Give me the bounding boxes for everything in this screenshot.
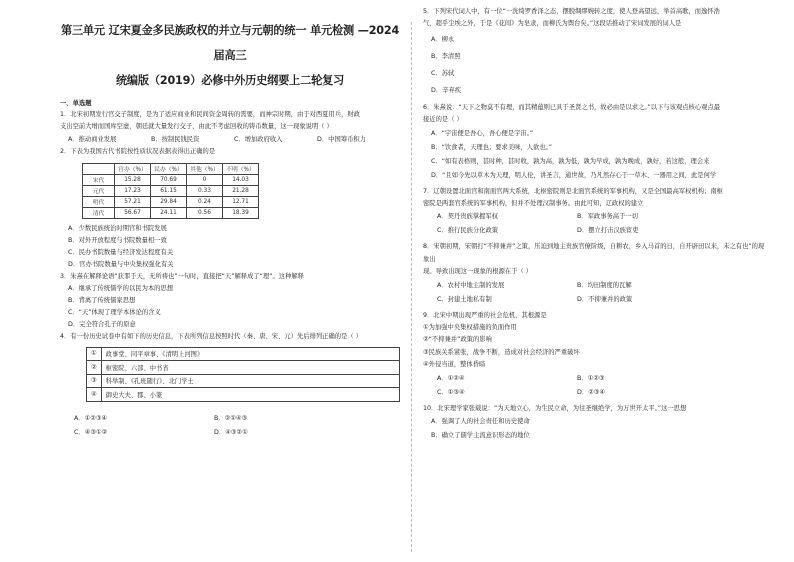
question-6-stem-line-2: 接近的是（ ） bbox=[423, 116, 463, 124]
question-5-option-d: D．辛弃疾 bbox=[431, 86, 462, 94]
table-cell: 29.84 bbox=[151, 196, 187, 207]
section-heading: 一、单选题 bbox=[60, 100, 92, 107]
question-2-option-a: A．少数民族统治时期官和书院发展 bbox=[68, 224, 167, 232]
question-9 bbox=[423, 310, 768, 400]
question-8-stem-line-2: 现。导致出现这一现象的根源在于（ ） bbox=[423, 268, 533, 276]
question-4-stem: 4．有一份历史试卷中有如下的历史信息，下表所列信息按照时代（秦、唐、宋、元）先后排列正确的是（ ） bbox=[60, 333, 362, 341]
table-row bbox=[83, 196, 259, 207]
table-row bbox=[83, 174, 259, 185]
table-cell: 0.33 bbox=[187, 185, 223, 196]
table-cell: ② bbox=[87, 361, 102, 375]
table-cell: 70.69 bbox=[151, 174, 187, 185]
table-cell: 宋代 bbox=[83, 174, 115, 185]
table-header-cell: 其他（%） bbox=[187, 163, 223, 174]
question-9-item-4: ④外侵当道，整体昏暗 bbox=[423, 361, 486, 369]
table-cell: 政事堂、同平章事、《清明上河图》 bbox=[101, 347, 399, 361]
question-3 bbox=[60, 271, 400, 331]
question-1-stem-line-2: 支出空前大增而国库空虚，朝廷就大量发行交子，由此不考虑回收的铸币数量，这一现象说明（ ） bbox=[60, 123, 333, 131]
question-8 bbox=[423, 241, 768, 306]
question-4-info-table bbox=[86, 347, 400, 402]
question-1-option-a: A．推动商业发展 bbox=[68, 135, 117, 143]
question-4-option-c: C．④③①② bbox=[74, 428, 108, 436]
question-7-option-a: A．契丹贵族掌握军权 bbox=[437, 213, 498, 221]
table-cell: 57.21 bbox=[115, 196, 151, 207]
question-10-option-a: A．强调了人的社会责任和历史使命 bbox=[431, 418, 530, 426]
question-7 bbox=[423, 186, 768, 239]
question-2-stem: 2．下表为我国古代书院按性质状况表据表得出正确的是 bbox=[60, 148, 216, 156]
question-9-option-c: C．①③④ bbox=[437, 388, 465, 396]
question-4-option-b: B．②①④③ bbox=[214, 414, 248, 422]
question-5-stem-line-1: 5．下列宋代词人中，有一位“一洗绮罗香泽之态，摆脱绸缪婉转之度，使人登高望远，举首高歌，而逸怀浩 bbox=[423, 8, 720, 15]
table-cell: 清代 bbox=[83, 207, 115, 218]
question-10-stem: 10．北宋理学家张载说：“为天地立心，为生民立命，为往圣继绝学，为万世开太平。”这一思想 bbox=[423, 404, 687, 412]
question-2 bbox=[60, 146, 400, 270]
question-10-option-b: B．确立了儒学主流意识形态的地位 bbox=[431, 432, 530, 440]
question-1-option-b: B．按制民钱民资 bbox=[151, 135, 200, 143]
table-cell: 枢密院、六部、中书省 bbox=[101, 361, 399, 375]
table-cell: 14.03 bbox=[223, 174, 259, 185]
question-9-option-b: B．①②③ bbox=[577, 374, 605, 382]
question-7-stem-line-1: 7．辽朝设置北面官和南面官两大系统，北枢密院则是北面官系统的军事机构，又是全国最高军权机构；南枢 bbox=[423, 187, 723, 195]
table-row bbox=[87, 388, 400, 402]
question-4-options-row-1 bbox=[60, 412, 400, 426]
question-3-option-d: D．完全符合孔子的原意 bbox=[68, 321, 136, 329]
question-8-stem-line-1: 8．宋朝初期，宋朝打“不抑兼并”之策，压迫到地主贵族官僚阶级，自耕农，乡入马首的日，自开辟田以来，未之有也”的现象出 bbox=[423, 243, 765, 263]
question-1-option-d: D．中国筹币积力 bbox=[317, 135, 366, 143]
question-1-stem-line-1: 1．北宋初期发行官交子制度，是为了适应商业和民间资金周转的需要，而神宗时期，由于对西夏用兵，财政 bbox=[60, 111, 360, 118]
question-3-option-a: A．继承了传统儒学的以民为本的思想 bbox=[68, 285, 174, 293]
question-2-option-c: C．民办书院数量与经济发达程度有关 bbox=[68, 248, 174, 256]
question-1 bbox=[60, 109, 400, 146]
question-7-options-row-1 bbox=[423, 210, 768, 224]
question-9-item-3: ③民族关系紧张，战争不断，造成对社会经济的严重破坏 bbox=[423, 348, 580, 356]
table-cell: 御史大夫、郡、小篆 bbox=[101, 388, 399, 402]
question-5-stem-line-2: 气，超乎尘埃之外，于是《花间》为皂隶，而柳氏为舆台矣。”这段话推动了宋词发展的词人是 bbox=[423, 20, 682, 28]
table-cell: 科举制、《孔班随行》、北门学士 bbox=[101, 374, 399, 388]
question-7-stem-line-2: 密院是两套官系统的军事机构，但并不处理汉制事务。由此可知，辽政权的建立 bbox=[423, 200, 644, 208]
title-line-1: 第三单元 辽宋夏金多民族政权的并立与元朝的统一 单元检测 —2024届高三 bbox=[60, 24, 400, 62]
table-cell: 18.39 bbox=[223, 207, 259, 218]
table-row bbox=[83, 207, 259, 218]
question-6-option-c: C．“如有表格则，甚时种，甚时收，孰为高，孰为低，孰为早成，孰为晚成，孰好，若这般，理会来 bbox=[431, 157, 710, 165]
question-3-option-c: C．“天”体现了理学本体论的含义 bbox=[68, 309, 161, 317]
table-cell: 明代 bbox=[83, 196, 115, 207]
question-6-option-d: D．“且如今先以草木为天理，明人伦，讲圣言，通世故，乃凡然存心于一草木、一器用之间，此是何学 bbox=[431, 171, 717, 179]
question-9-item-1: ①为加强中央集权措施的负面作用 bbox=[423, 324, 517, 332]
document-title bbox=[60, 18, 400, 93]
question-6-option-b: B．“饮食者，天理也；要求美味，人欲也。” bbox=[431, 143, 553, 151]
question-3-option-b: B．背离了传统儒家思想 bbox=[68, 297, 136, 305]
table-cell: 56.67 bbox=[115, 207, 151, 218]
table-header-cell: 不明（%） bbox=[223, 163, 259, 174]
question-5-option-b: B．李清照 bbox=[431, 52, 461, 60]
table-row bbox=[83, 185, 259, 196]
question-8-options-row-2 bbox=[423, 293, 768, 307]
table-cell: ④ bbox=[87, 388, 102, 402]
column-divider bbox=[411, 22, 412, 552]
question-8-option-d: D．不抑兼并的政策 bbox=[577, 295, 633, 303]
question-5 bbox=[423, 6, 768, 99]
table-cell: ③ bbox=[87, 374, 102, 388]
question-8-option-b: B．均田制度的瓦解 bbox=[577, 281, 632, 289]
question-9-stem: 9．北宋中期出现严重的社会危机，其根源是 bbox=[423, 311, 547, 319]
right-column bbox=[423, 6, 768, 443]
left-column bbox=[60, 6, 400, 440]
question-2-option-b: B．对外开放程度与书院数量相一致 bbox=[68, 236, 167, 244]
question-7-option-b: B．军政事务高于一切 bbox=[577, 213, 638, 221]
question-8-option-c: C．封建土地私有制 bbox=[437, 295, 492, 303]
table-cell: 0.56 bbox=[187, 207, 223, 218]
question-1-option-c: C．增加政府收入 bbox=[234, 135, 283, 143]
question-4-option-a: A．①②③④ bbox=[74, 414, 108, 422]
table-cell: ① bbox=[87, 347, 102, 361]
question-4-options-row-2 bbox=[60, 426, 400, 440]
question-9-option-d: D．②③④ bbox=[577, 388, 606, 396]
question-4 bbox=[60, 331, 400, 439]
question-2-option-d: D．官办书院数量与中央集权强化有关 bbox=[68, 260, 174, 268]
question-9-options-row-2 bbox=[423, 386, 768, 400]
table-row bbox=[87, 361, 400, 375]
table-row bbox=[87, 347, 400, 361]
question-1-options bbox=[60, 134, 400, 147]
question-6 bbox=[423, 102, 768, 183]
table-header-cell bbox=[83, 163, 115, 174]
question-6-option-a: A．“宇宙便是吾心，吾心便是宇宙。” bbox=[431, 129, 534, 137]
question-2-data-table bbox=[82, 163, 259, 219]
question-9-item-2: ②“不抑兼并”政策的影响 bbox=[423, 336, 492, 344]
table-cell: 15.28 bbox=[115, 174, 151, 185]
question-3-stem: 3．朱熹在解释论语“获罪于天，无所祷也”一句时，直接把“天”解释成了“理”。这种解释 bbox=[60, 272, 304, 280]
question-9-options-row-1 bbox=[423, 372, 768, 386]
table-cell: 元代 bbox=[83, 185, 115, 196]
question-7-options-row-2 bbox=[423, 224, 768, 238]
question-8-option-a: A．农村中地主制的发展 bbox=[437, 281, 505, 289]
table-header-cell: 官办（%） bbox=[115, 163, 151, 174]
question-9-option-a: A．①②④ bbox=[437, 374, 465, 382]
question-6-stem-line-1: 6．朱熹说：“天下之物莫不有理，而其精蕴则已具于圣贤之书，故必由是以求之。”以下与该观点核心观点最 bbox=[423, 103, 721, 111]
question-5-option-c: C．苏轼 bbox=[431, 69, 455, 77]
table-row bbox=[87, 374, 400, 388]
table-cell: 0 bbox=[187, 174, 223, 185]
table-cell: 12.71 bbox=[223, 196, 259, 207]
question-4-option-d: D．④③②① bbox=[214, 428, 248, 436]
question-7-option-c: C．推行民族分化政策 bbox=[437, 227, 499, 235]
table-cell: 61.15 bbox=[151, 185, 187, 196]
table-header-row bbox=[83, 163, 259, 174]
question-5-option-a: A．柳永 bbox=[431, 35, 455, 43]
question-10 bbox=[423, 403, 768, 443]
table-cell: 17.23 bbox=[115, 185, 151, 196]
table-cell: 24.11 bbox=[151, 207, 187, 218]
title-line-2: 统编版（2019）必修中外历史纲要上二轮复习 bbox=[115, 74, 345, 87]
question-7-option-d: D．摆立打击汉族宦吏 bbox=[577, 227, 639, 235]
table-cell: 21.28 bbox=[223, 185, 259, 196]
question-8-options-row-1 bbox=[423, 279, 768, 293]
table-header-cell: 民办（%） bbox=[151, 163, 187, 174]
table-cell: 0.24 bbox=[187, 196, 223, 207]
